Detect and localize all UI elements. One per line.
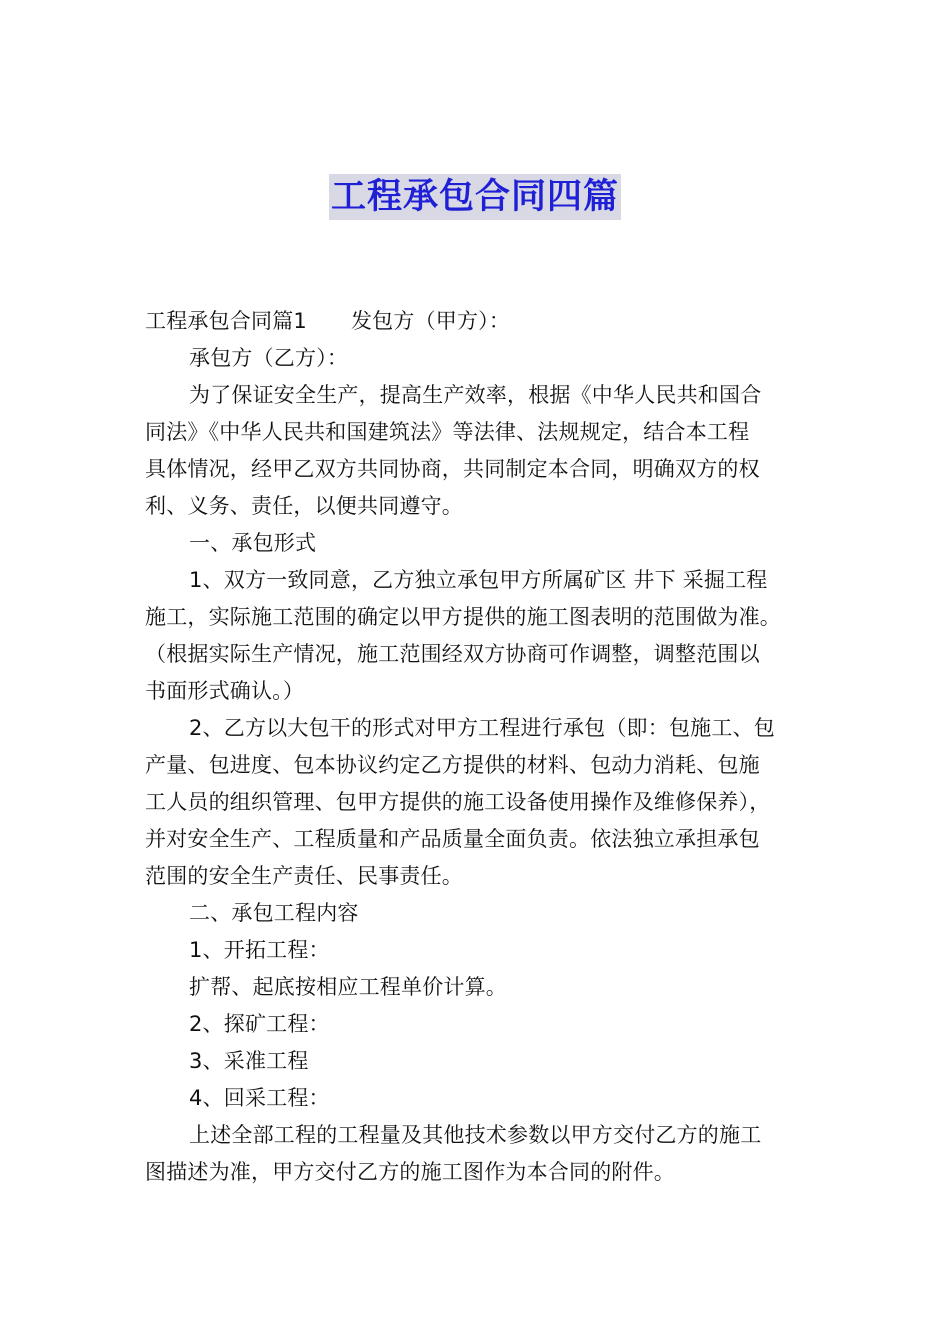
paragraph-line: 工人员的组织管理、包甲方提供的施工设备使用操作及维修保养），: [145, 790, 771, 814]
paragraph-line: 图描述为准，甲方交付乙方的施工图作为本合同的附件。: [145, 1160, 675, 1184]
section-heading: 二、承包工程内容: [189, 901, 359, 925]
document-body: [145, 303, 815, 1191]
paragraph-line: 1、双方一致同意，乙方独立承包甲方所属矿区 井下 采掘工程: [189, 568, 768, 592]
list-item: 3、采准工程: [189, 1049, 309, 1073]
paragraph-line: 2、乙方以大包干的形式对甲方工程进行承包（即：包施工、包: [189, 716, 775, 740]
party-b-label: 承包方（乙方）：: [189, 346, 349, 370]
list-item: 4、回采工程：: [189, 1086, 330, 1110]
paragraph-line: 施工，实际施工范围的确定以甲方提供的施工图表明的范围做为准。: [145, 605, 781, 629]
paragraph-line: 为了保证安全生产，提高生产效率，根据《中华人民共和国合: [189, 383, 762, 407]
document-title: 工程承包合同四篇: [329, 174, 621, 220]
paragraph-line: 扩帮、起底按相应工程单价计算。: [189, 975, 507, 999]
paragraph-line: 具体情况，经甲乙双方共同协商，共同制定本合同，明确双方的权: [145, 457, 760, 481]
paragraph-line: 产量、包进度、包本协议约定乙方提供的材料、包动力消耗、包施: [145, 753, 760, 777]
party-a-label: 发包方（甲方）：: [350, 309, 511, 333]
paragraph-line: 同法》《中华人民共和国建筑法》等法律、法规规定，结合本工程: [145, 420, 750, 444]
paragraph-line: 范围的安全生产责任、民事责任。: [145, 864, 463, 888]
section-label: 工程承包合同篇1: [145, 309, 307, 333]
section-heading: 一、承包形式: [189, 531, 317, 555]
paragraph-line: 利、义务、责任，以便共同遵守。: [145, 494, 463, 518]
title-container: [0, 174, 950, 220]
paragraph-line: 并对安全生产、工程质量和产品质量全面负责。依法独立承担承包: [145, 827, 760, 851]
list-item: 1、开拓工程：: [189, 938, 330, 962]
paragraph-line: 书面形式确认。）: [145, 679, 305, 703]
list-item: 2、探矿工程：: [189, 1012, 330, 1036]
heading-line: [145, 303, 815, 340]
paragraph-line: 上述全部工程的工程量及其他技术参数以甲方交付乙方的施工: [189, 1123, 762, 1147]
paragraph-line: （根据实际生产情况，施工范围经双方协商可作调整，调整范围以: [145, 642, 760, 666]
